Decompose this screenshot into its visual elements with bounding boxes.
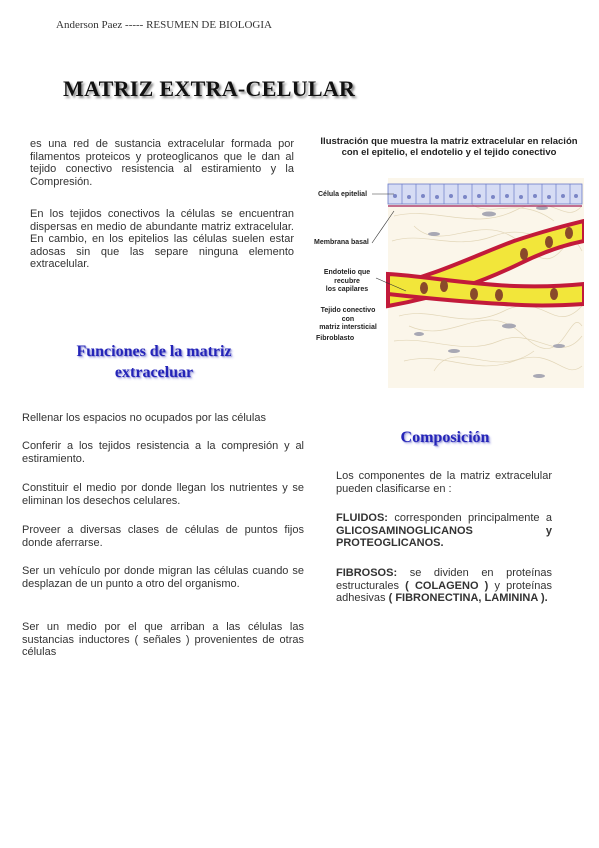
figure-caption-line-2: con el epitelio, el endotelio y el tejido conectivo (341, 147, 557, 158)
funcion-item-6: Ser un medio por el que arriban a las células las sustancias inductores ( señales ) provenientes de otras células (22, 621, 304, 658)
fibrosos-label: FIBROSOS: (336, 567, 398, 579)
fibrosos-text-1: se dividen en proteínas estructurales (336, 567, 552, 592)
composicion-heading: Composición (400, 429, 490, 446)
funcion-item-3: Constituir el medio por donde llegan los nutrientes y se eliminan los desechos celulares. (22, 482, 304, 507)
label-tejido-line-2: con (341, 315, 355, 323)
intro-paragraph-1: es una red de sustancia extracelular formada por filamentos proteicos y proteoglicanos que le dan al tejido conectivo resistencia al estiramiento y la Compresión. (30, 138, 294, 188)
funciones-heading-line-2: extraceluar (114, 364, 194, 381)
intro-paragraph-2: En los tejidos conectivos la células se encuentran dispersas en medio de abundante matriz extracelular. En cambio, en los epitelios las células suelen estar adosas sin que las separe ninguna elemento extracelular. (30, 208, 294, 270)
fluidos-bold: GLICOSAMINOGLICANOS y PROTEOGLICANOS. (336, 524, 552, 549)
label-endotelio-line-1: Endotelio que (323, 269, 371, 276)
label-tejido-line-3: matriz intersticial (319, 324, 377, 331)
funcion-item-1: Rellenar los espacios no ocupados por las células (22, 412, 266, 424)
fibrosos-text-2: y proteínas adhesivas (336, 579, 552, 604)
extracellular-matrix-illustration (314, 136, 584, 388)
funciones-heading-line-1: Funciones de la matriz (76, 343, 232, 360)
fluidos-text: corresponden principalmente a (387, 512, 552, 524)
fibrosos-bold-2: ( FIBRONECTINA, LAMININA ). (388, 592, 548, 604)
composicion-fibrosos (336, 567, 552, 605)
document-header: Anderson Paez ----- RESUMEN DE BIOLOGIA (56, 19, 272, 31)
label-membrana-basal: Membrana basal (314, 239, 369, 246)
fluidos-label: FLUIDOS: (336, 512, 388, 524)
label-tejido-conectivo (316, 307, 380, 333)
label-celula-epitelial: Célula epitelial (318, 191, 368, 198)
label-fibroblasto: Fibroblasto (316, 335, 355, 342)
label-endotelio-line-2: recubre (334, 277, 360, 285)
composicion-intro: Los componentes de la matriz extracelular pueden clasificarse en : (336, 470, 552, 495)
funcion-item-2: Conferir a los tejidos resistencia a la compresión y al estiramiento. (22, 440, 304, 465)
label-tejido-line-1: Tejido conectivo (320, 307, 376, 314)
funciones-heading (30, 341, 278, 383)
figure-caption-line-1: Ilustración que muestra la matriz extracelular en relación (320, 136, 578, 147)
funcion-item-4: Proveer a diversas clases de células de puntos fijos donde aferrarse. (22, 524, 304, 549)
funcion-item-5: Ser un vehículo por donde migran las células cuando se desplazan de un punto a otro del organismo. (22, 565, 304, 590)
composicion-fluidos (336, 512, 552, 550)
illustration-drawing (314, 136, 584, 388)
page-title: MATRIZ EXTRA-CELULAR (63, 76, 356, 101)
epithelial-layer (388, 184, 582, 204)
label-endotelio (320, 269, 374, 295)
fibrosos-bold-1: ( COLAGENO ) (405, 579, 489, 592)
label-endotelio-line-3: los capilares (325, 286, 369, 293)
